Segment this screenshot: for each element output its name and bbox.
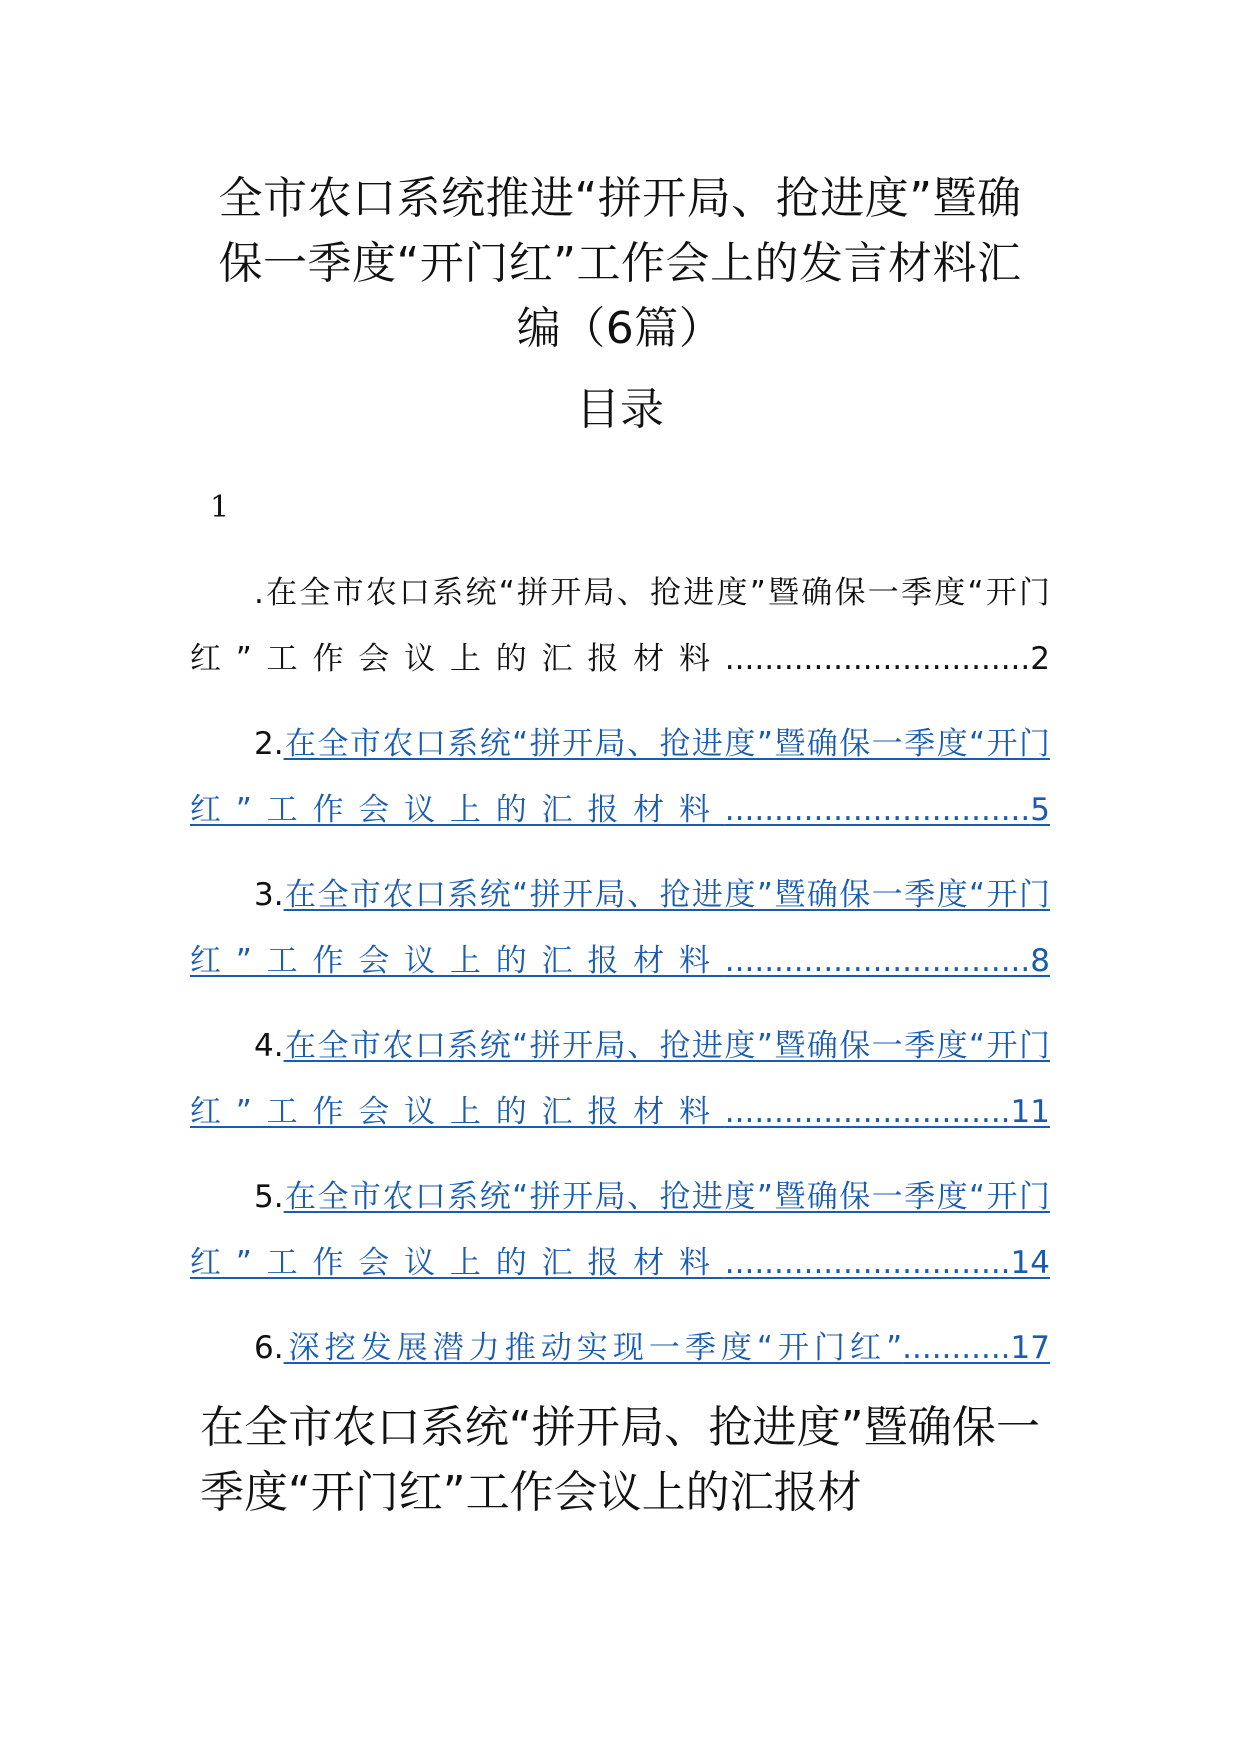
toc-entry-5: [190, 1164, 1050, 1296]
toc-entry-text[interactable]: 在全市农口系统“拼开局、抢进度”暨确保一季度“开门红”工作会议上的汇报材料: [190, 1179, 1050, 1281]
toc-page-number[interactable]: 8: [1030, 943, 1050, 979]
toc-leader-dots[interactable]: ...........: [902, 1330, 1011, 1366]
toc-entry-number: 4.: [254, 1028, 284, 1064]
toc-entry-text[interactable]: 在全市农口系统“拼开局、抢进度”暨确保一季度“开门红”工作会议上的汇报材料: [190, 726, 1050, 828]
toc-leader-dots: ...............................: [724, 641, 1031, 677]
toc-page-number[interactable]: 14: [1010, 1245, 1050, 1281]
toc-leader-dots[interactable]: .............................: [724, 1094, 1011, 1130]
toc-entry-4: [190, 1013, 1050, 1145]
toc-entry-1: [190, 560, 1050, 692]
document-title: 全市农口系统推进“拼开局、抢进度”暨确保一季度“开门红”工作会上的发言材料汇编（6篇）: [218, 173, 1022, 354]
toc-entry-link[interactable]: [190, 1028, 1050, 1130]
toc-page-number: 2: [1030, 641, 1050, 677]
toc-entry-link[interactable]: [284, 1330, 1050, 1366]
toc-leader-dots[interactable]: .............................: [724, 1245, 1011, 1281]
section-title: 在全市农口系统“拼开局、抢进度”暨确保一季度“开门红”工作会议上的汇报材: [200, 1402, 1040, 1518]
toc-entry-text[interactable]: 在全市农口系统“拼开局、抢进度”暨确保一季度“开门红”工作会议上的汇报材料: [190, 1028, 1050, 1130]
toc-entry-link[interactable]: [190, 1179, 1050, 1281]
toc-entry-number: .: [254, 575, 264, 611]
toc-entry-3: [190, 862, 1050, 994]
toc-heading: 目录: [576, 384, 664, 435]
toc-page-number[interactable]: 11: [1010, 1094, 1050, 1130]
toc-entry-6: [190, 1315, 1050, 1381]
toc-entry-number: 5.: [254, 1179, 284, 1215]
toc-entry-number: 3.: [254, 877, 284, 913]
toc-entry-link[interactable]: [190, 877, 1050, 979]
table-of-contents: [190, 560, 1050, 1400]
toc-entry-number: 2.: [254, 726, 284, 762]
toc-page-number[interactable]: 17: [1010, 1330, 1050, 1366]
toc-entry-text: 在全市农口系统“拼开局、抢进度”暨确保一季度“开门红”工作会议上的汇报材料: [190, 575, 1050, 677]
toc-entry-link[interactable]: [190, 726, 1050, 828]
toc-entry-number: 6.: [254, 1330, 284, 1366]
toc-entry-link: [190, 575, 1050, 677]
toc-entry-text[interactable]: 在全市农口系统“拼开局、抢进度”暨确保一季度“开门红”工作会议上的汇报材料: [190, 877, 1050, 979]
toc-entry-text[interactable]: 深挖发展潜力推动实现一季度“开门红”: [283, 1330, 903, 1366]
page-number-marker: 1: [210, 490, 230, 525]
toc-entry-2: [190, 711, 1050, 843]
toc-leader-dots[interactable]: ...............................: [724, 943, 1031, 979]
toc-leader-dots[interactable]: ...............................: [724, 792, 1031, 828]
toc-page-number[interactable]: 5: [1030, 792, 1050, 828]
